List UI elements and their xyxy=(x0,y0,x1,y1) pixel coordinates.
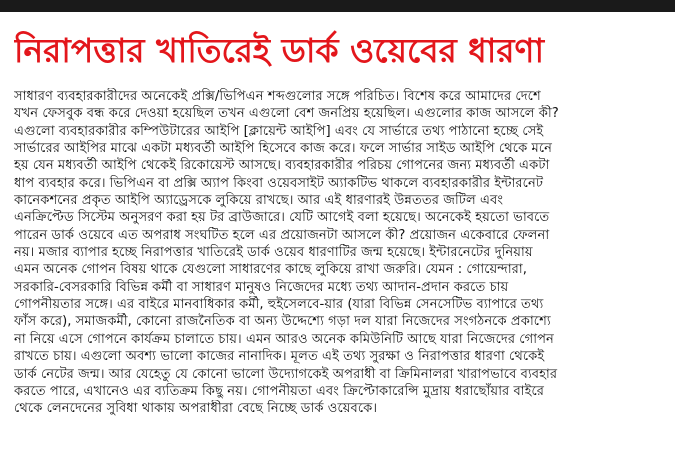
body-line: এগুলো ব্যবহারকারীর কম্পিউটারের আইপি [ক্লায়েন্ট আইপি] এবং যে সার্ভারে তথ্য পাঠানো হচ্ছে সেই xyxy=(14,123,544,139)
body-line: হয় যেন মধ্যবর্তী আইপি থেকেই রিকোয়েস্ট আসছে। ব্যবহারকারীর পরিচয় গোপনের জন্য মধ্যবর্তী একটা xyxy=(14,158,550,174)
article-headline: নিরাপত্তার খাতিরেই ডার্ক ওয়েবের ধারণা xyxy=(14,31,545,70)
body-line: নয়। মজার ব্যাপার হচ্ছে নিরাপত্তার খাতিরেই ডার্ক ওয়েব ধারণাটির জন্ম হয়েছে। ইন্টারনেটের দুনিয়ায় xyxy=(14,245,533,261)
article-body xyxy=(14,88,666,418)
body-line: সাধারণ ব্যবহারকারীদের অনেকেই প্রক্সি/ভিপিএন শব্দগুলোর সঙ্গে পরিচিত। বিশেষ করে আমাদের দেশে xyxy=(14,89,541,104)
top-rule-bar xyxy=(0,0,675,12)
body-line: না নিয়ে এসে গোপনে কার্যক্রম চালাতে চায়। এমন আরও অনেক কমিউনিটি আছে যারা নিজেদের গোপন xyxy=(14,331,554,347)
top-rule-gap xyxy=(0,12,675,18)
body-line: করতে পারে, এখানেও এর ব্যতিক্রম কিছু নয়। গোপনীয়তা এবং ক্রিপ্টোকারেন্সি মুদ্রায় ধরাছোঁয়ার বাইরে xyxy=(14,383,545,399)
body-line: সার্ভারের আইপির মাঝে একটা মধ্যবর্তী আইপি হিসেবে কাজ করে। ফলে সার্ভার সাইড আইপি থেকে মনে xyxy=(14,141,552,157)
body-line: গোপনীয়তার সঙ্গে। এর বাইরে মানবাধিকার কর্মী, হুইসেলবে-য়ার (যারা বিভিন্ন সেনসেটিভ ব্যাপারে তথ্য xyxy=(14,297,544,313)
body-line: ধাপ ব্যবহার করে। ভিপিএন বা প্রক্সি অ্যাপ কিংবা ওয়েবসাইট অ্যাকটিভ থাকলে ব্যবহারকারীর ইন্টারনেট xyxy=(14,175,544,191)
body-line: এনক্রিপ্টেড সিস্টেম অনুসরণ করা হয় টর ব্রাউজারে। যেটি আগেই বলা হয়েছে। অনেকেই হয়তো ভাবতে xyxy=(14,210,550,226)
body-line: পারেন ডার্ক ওয়েবে এত অপরাধ সংঘটিত হলে এর প্রয়োজনটা আসলে কী? প্রয়োজন একেবারে ফেলনা xyxy=(14,227,550,243)
body-line: কানেকশনের প্রকৃত আইপি অ্যাড্রেসকে লুকিয়ে রাখছে। আর এই ধারণারই উন্নততর জটিল এবং xyxy=(14,193,504,209)
body-line: এমন অনেক গোপন বিষয় থাকে যেগুলো সাধারণের কাছে লুকিয়ে রাখা জরুরি। যেমন : গোয়েন্দারা, xyxy=(14,262,527,278)
body-line: রাখতে চায়। এগুলো অবশ্য ভালো কাজের নানাদিক। মূলত এই তথ্য সুরক্ষা ও নিরাপত্তার ধারণা থেকেই xyxy=(14,349,545,365)
body-line: যখন ফেসবুক বন্ধ করে দেওয়া হয়েছিল তখন এগুলো বেশ জনপ্রিয় হয়েছিল। এগুলোর কাজ আসলে কী? xyxy=(14,106,559,122)
body-line: ডার্ক নেটের জন্ম। আর যেহেতু যে কোনো ভালো উদ্যোগকেই অপরাধী বা ক্রিমিনালরা খারাপভাবে ব্যবহার xyxy=(14,366,558,382)
body-line: সরকারি-বেসরকারি বিভিন্ন কর্মী বা সাধারণ মানুষও নিজেদের মধ্যে তথ্য আদান-প্রদান করতে চায় xyxy=(14,279,509,295)
body-line: থেকে লেনদেনের সুবিধা থাকায় অপরাধীরা বেছে নিচ্ছে ডার্ক ওয়েবকে। xyxy=(14,401,378,417)
body-line: ফাঁস করে), সমাজকর্মী, কোনো রাজনৈতিক বা অন্য উদ্দেশ্যে গড়া দল যারা নিজেদের সংগঠনকে প্রকাশ্যে xyxy=(14,314,551,330)
